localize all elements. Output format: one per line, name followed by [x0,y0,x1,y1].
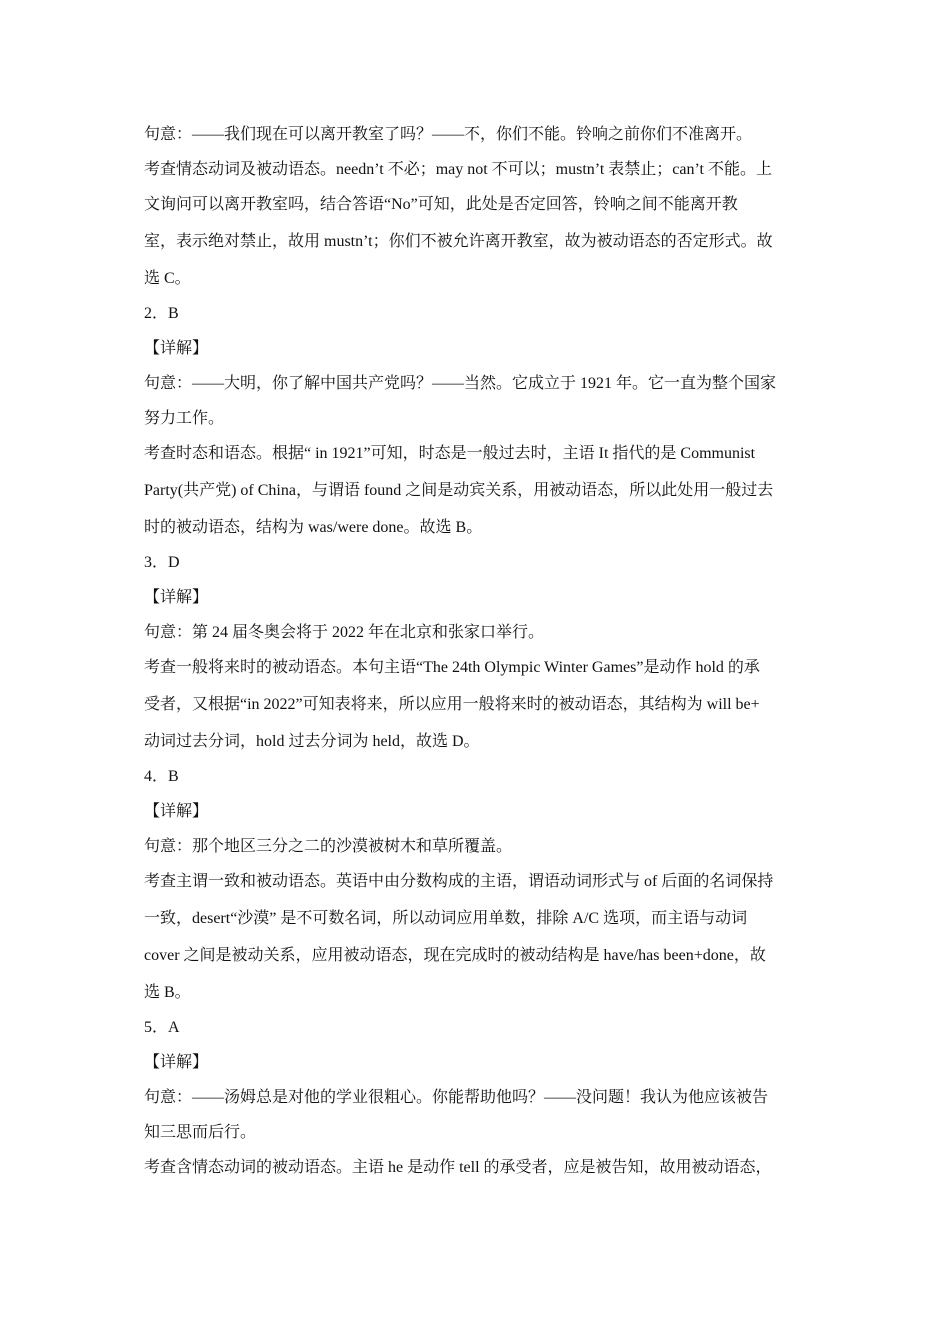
answer-number: 3．D [144,554,180,571]
text-line: 一致，desert“沙漠” 是不可数名词，所以动词应用单数，排除 A/C 选项，而主语与动词 [144,910,748,927]
section-label: 【详解】 [144,1054,209,1071]
text-line: 考查时态和语态。根据“ in 1921”可知，时态是一般过去时，主语 It 指代的是 Communist [144,445,756,462]
text-line: 句意：——我们现在可以离开教室了吗？——不，你们不能。铃响之前你们不准离开。 [144,126,753,143]
text-line: 句意：那个地区三分之二的沙漠被树木和草所覆盖。 [144,838,513,855]
text-line: 努力工作。 [144,410,225,427]
text-line: 考查情态动词及被动语态。needn’t 不必；may not 不可以；mustn’t 表禁止；can’t 不能。上 [144,161,772,178]
text-line: 考查含情态动词的被动语态。主语 he 是动作 tell 的承受者，应是被告知，故用被动语态， [144,1159,772,1176]
text-line: cover 之间是被动关系，应用被动语态，现在完成时的被动结构是 have/has been+done，故 [144,947,766,964]
text-line: 受者，又根据“in 2022”可知表将来，所以应用一般将来时的被动语态，其结构为 will be+ [144,696,760,713]
answer-number: 4．B [144,768,179,785]
text-line: 动词过去分词，hold 过去分词为 held，故选 D。 [144,733,480,750]
text-line: 句意：第 24 届冬奥会将于 2022 年在北京和张家口举行。 [144,624,545,641]
section-label: 【详解】 [144,803,209,820]
text-line: 考查主谓一致和被动语态。英语中由分数构成的主语，谓语动词形式与 of 后面的名词保持 [144,873,774,890]
text-line: 知三思而后行。 [144,1124,257,1141]
answer-explanations [144,123,810,1180]
text-line: 选 C。 [144,270,191,287]
section-label: 【详解】 [144,589,209,606]
text-line: 考查一般将来时的被动语态。本句主语“The 24th Olympic Winter Games”是动作 hold 的承 [144,659,760,676]
text-line: 文询问可以离开教室吗，结合答语“No”可知，此处是否定回答，铃响之间不能离开教 [144,196,738,213]
section-label: 【详解】 [144,340,209,357]
answer-number: 5．A [144,1019,180,1036]
answer-number: 2．B [144,305,179,322]
text-line: 选 B。 [144,984,191,1001]
text-line: 时的被动语态，结构为 was/were done。故选 B。 [144,519,483,536]
text-line: 句意：——汤姆总是对他的学业很粗心。你能帮助他吗？——没问题！我认为他应该被告 [144,1089,769,1106]
text-line: Party(共产党) of China，与谓语 found 之间是动宾关系，用被动语态，所以此处用一般过去 [144,482,774,499]
text-line: 句意：——大明，你了解中国共产党吗？——当然。它成立于 1921 年。它一直为整个国家 [144,375,777,392]
text-line: 室，表示绝对禁止，故用 mustn’t；你们不被允许离开教室，故为被动语态的否定形式。故 [144,233,773,250]
